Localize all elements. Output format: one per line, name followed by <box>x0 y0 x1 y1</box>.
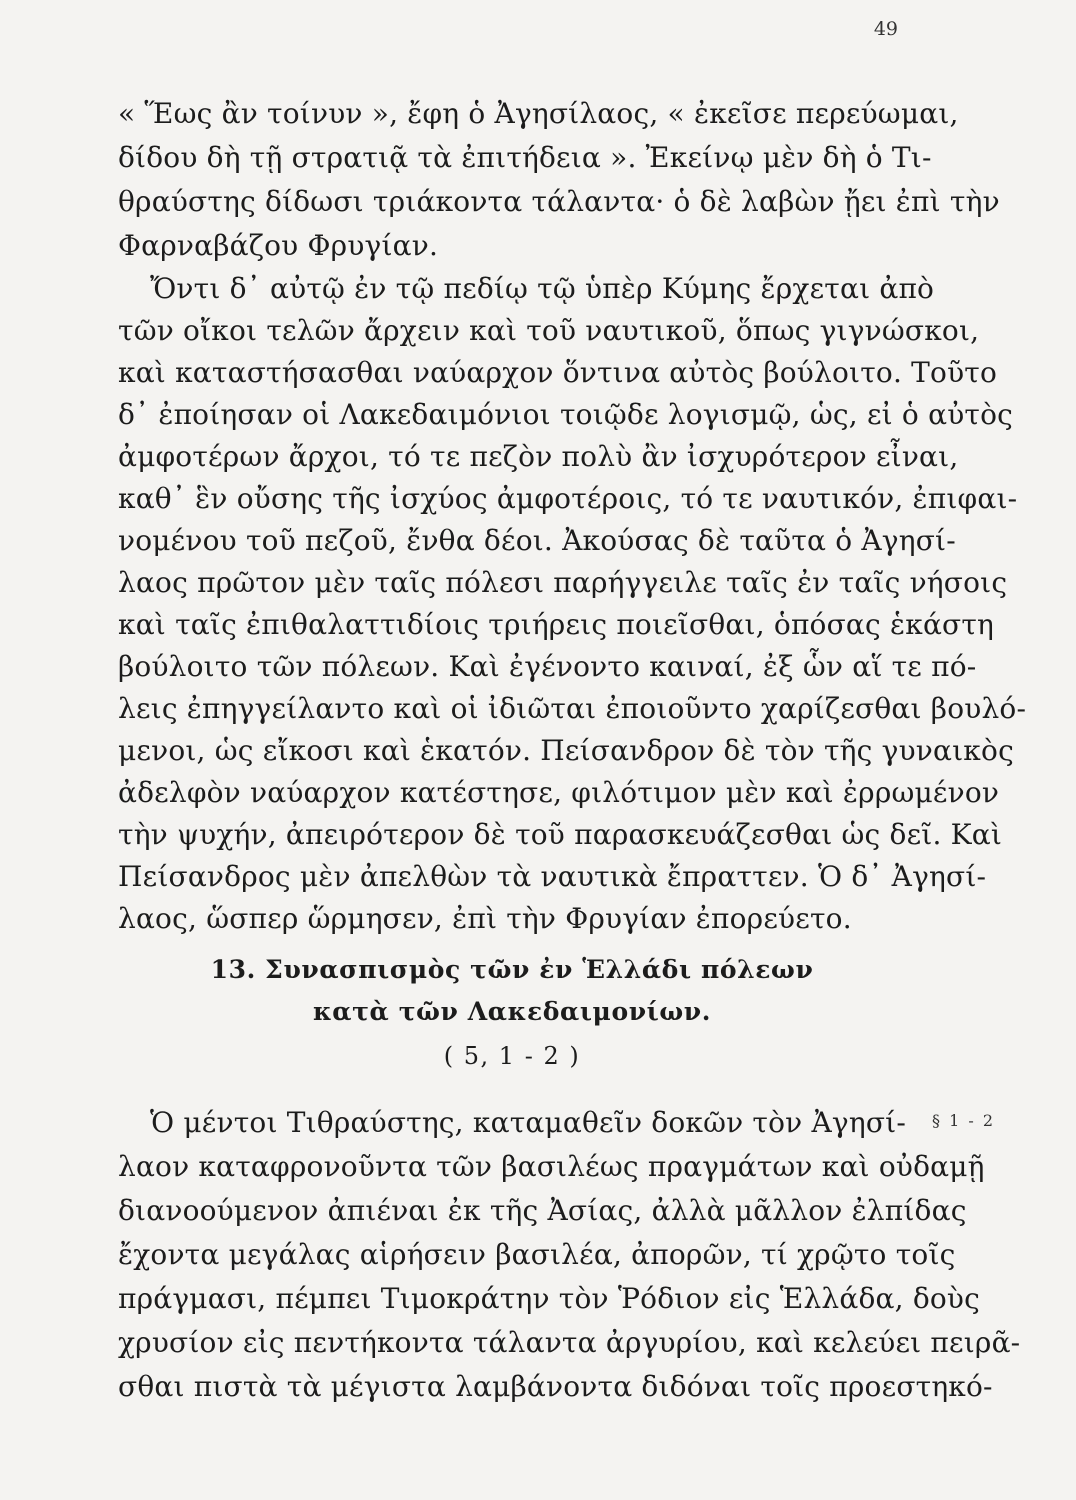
text-line: νομένου τοῦ πεζοῦ, ἔνθα δέοι. Ἀκούσας δὲ ταῦτα ὁ Ἀγησί- <box>118 524 956 557</box>
text-line: καὶ καταστήσασθαι ναύαρχον ὅντινα αὐτὸς βούλοιτο. Τοῦτο <box>118 356 998 389</box>
text-line: λεις ἐπηγγείλαντο καὶ οἱ ἰδιῶται ἐποιοῦντο χαρίζεσθαι βουλό- <box>118 692 1027 725</box>
text-line: λαος πρῶτον μὲν ταῖς πόλεσι παρήγγειλε ταῖς ἐν ταῖς νήσοις <box>118 566 1008 599</box>
text-line: μενοι, ὡς εἴκοσι καὶ ἑκατόν. Πείσανδρον δὲ τὸν τῆς γυναικὸς <box>118 734 1014 767</box>
section-subtitle: κατὰ τῶν Λακεδαιμονίων. <box>312 997 712 1026</box>
text-line: Ὁ μέντοι Τιθραύστης, καταμαθεῖν δοκῶν τὸν Ἀγησί- <box>150 1106 906 1139</box>
text-line: Ὄντι δ᾽ αὐτῷ ἐν τῷ πεδίῳ τῷ ὑπὲρ Κύμης ἔρχεται ἀπὸ <box>150 272 935 305</box>
text-line: σθαι πιστὰ τὰ μέγιστα λαμβάνοντα διδόναι τοῖς προεστηκό- <box>118 1370 993 1403</box>
text-line: δ᾽ ἐποίησαν οἱ Λακεδαιμόνιοι τοιῷδε λογισμῷ, ὡς, εἰ ὁ αὐτὸς <box>118 398 1014 431</box>
text-line: θραύστης δίδωσι τριάκοντα τάλαντα· ὁ δὲ λαβὼν ᾔει ἐπὶ τὴν <box>118 185 1000 218</box>
text-line: Φαρναβάζου Φρυγίαν. <box>118 229 439 262</box>
text-line: καθ᾽ ἓν οὔσης τῆς ἰσχύος ἀμφοτέροις, τό τε ναυτικόν, ἐπιφαι- <box>118 482 1018 515</box>
text-line: δίδου δὴ τῇ στρατιᾷ τὰ ἐπιτήδεια ». Ἐκείνῳ μὲν δὴ ὁ Τι- <box>118 141 932 174</box>
text-line: διανοούμενον ἀπιέναι ἐκ τῆς Ἀσίας, ἀλλὰ μᾶλλον ἐλπίδας <box>118 1194 967 1227</box>
text-line: Πείσανδρος μὲν ἀπελθὼν τὰ ναυτικὰ ἔπραττεν. Ὁ δ᾽ Ἀγησί- <box>118 860 987 893</box>
text-line: λαον καταφρονοῦντα τῶν βασιλέως πραγμάτων καὶ οὐδαμῇ <box>118 1150 985 1183</box>
text-line: καὶ ταῖς ἐπιθαλαττιδίοις τριήρεις ποιεῖσθαι, ὁπόσας ἑκάστη <box>118 608 995 641</box>
text-line: βούλοιτο τῶν πόλεων. Καὶ ἐγένοντο καιναί, ἐξ ὧν αἵ τε πό- <box>118 650 977 683</box>
section-title: 13. Συνασπισμὸς τῶν ἐν Ἑλλάδι πόλεων <box>210 955 814 984</box>
text-line: ἀμφοτέρων ἄρχοι, τό τε πεζὸν πολὺ ἂν ἰσχυρότερον εἶναι, <box>118 440 959 473</box>
text-line: τῶν οἴκοι τελῶν ἄρχειν καὶ τοῦ ναυτικοῦ, ὅπως γιγνώσκοι, <box>118 314 980 347</box>
page-number: 49 <box>873 18 898 40</box>
text-line: τὴν ψυχήν, ἀπειρότερον δὲ τοῦ παρασκευάζεσθαι ὡς δεῖ. Καὶ <box>118 818 1003 851</box>
text-line: ἔχοντα μεγάλας αἱρήσειν βασιλέα, ἀπορῶν, τί χρῷτο τοῖς <box>118 1238 956 1271</box>
text-line: λαος, ὥσπερ ὥρμησεν, ἐπὶ τὴν Φρυγίαν ἐπορεύετο. <box>118 902 852 935</box>
text-line: ἀδελφὸν ναύαρχον κατέστησε, φιλότιμον μὲν καὶ ἐρρωμένον <box>118 776 1000 809</box>
margin-section-note: § 1 - 2 <box>932 1111 996 1130</box>
section-reference: ( 5, 1 - 2 ) <box>443 1042 581 1070</box>
text-line: « Ἕως ἂν τοίνυν », ἔφη ὁ Ἀγησίλαος, « ἐκεῖσε περεύωμαι, <box>118 97 959 130</box>
text-line: πράγμασι, πέμπει Τιμοκράτην τὸν Ῥόδιον εἰς Ἑλλάδα, δοὺς <box>118 1282 981 1315</box>
text-line: χρυσίον εἰς πεντήκοντα τάλαντα ἀργυρίου, καὶ κελεύει πειρᾶ- <box>118 1326 1021 1359</box>
